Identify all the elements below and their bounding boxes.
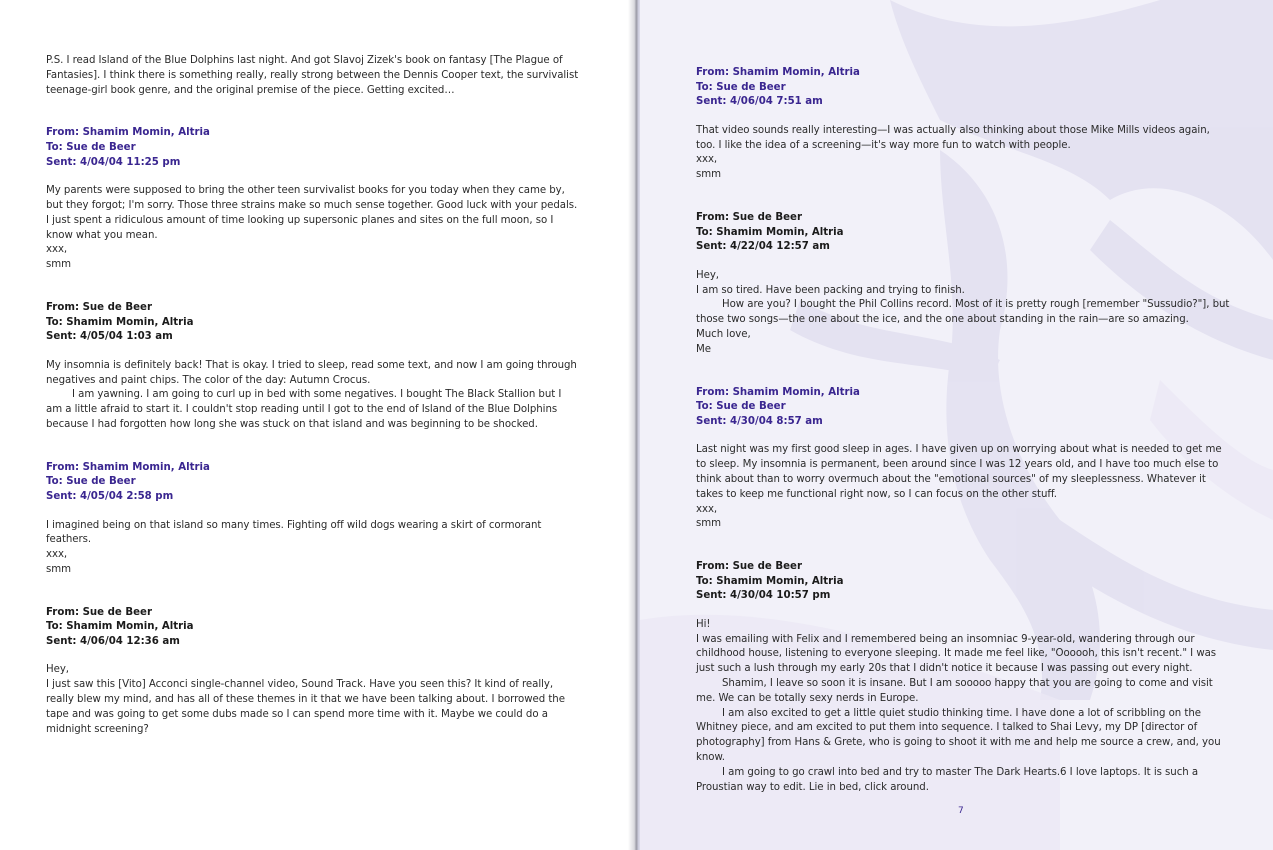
email-to: To: Sue de Beer [696,81,786,93]
email-signature: smm [696,518,722,530]
email-paragraph: I was emailing with Felix and I remembered being an insomniac 9-year-old, wandering through our childhood house, listening to everyone sleeping. It made me feel like, "Oooooh, this isn't recent." I was just such a lush through my early 20s that I didn't notice it because I was passing out every night. [696,633,1217,675]
right-page [640,0,1273,850]
email-8 [696,560,1230,795]
email-signature: smm [46,259,72,271]
email-signoff: xxx, [46,244,68,256]
email-from: From: Shamim Momin, Altria [696,67,860,78]
email-body [46,519,580,578]
email-sent: Sent: 4/05/04 2:58 pm [46,490,174,502]
email-sent: Sent: 4/06/04 12:36 am [46,635,180,647]
email-paragraph: My parents were supposed to bring the other teen survivalist books for you today when they came by, but they forgot; I'm sorry. Those three strains make so much sense together. Good luck with your pedals. I just spent a ridiculous amount of time looking up supersonic planes and sites on the full moon, so I know what you mean. [46,185,578,241]
email-signoff: xxx, [696,154,718,166]
email-sent: Sent: 4/30/04 10:57 pm [696,590,831,602]
email-from: From: Sue de Beer [696,561,802,573]
email-sent: Sent: 4/04/04 11:25 pm [46,156,181,168]
left-page [0,0,632,850]
left-column [46,54,580,737]
email-from: From: Sue de Beer [696,211,802,223]
email-from: From: Shamim Momin, Altria [46,461,210,473]
email-to: To: Shamim Momin, Altria [696,226,844,238]
email-to: To: Shamim Momin, Altria [46,621,194,633]
email-signoff: xxx, [696,503,718,515]
ps-paragraph: P.S. I read Island of the Blue Dolphins last night. And got Slavoj Zizek's book on fantasy [The Plague of Fantasies]. I think there is something really, really strong between the Dennis Cooper text, the survivalist teenage-girl book genre, and the original premise of the piece. Getting excited… [46,55,579,96]
email-from: From: Sue de Beer [46,301,152,313]
email-paragraph: I am yawning. I am going to curl up in bed with some negatives. I bought The Black Stallion but I am a little afraid to start it. I couldn't stop reading until I got to the end of Island of the Blue Dolphins because I had forgotten how long she was stuck on that island and was beginning to be shocked. [46,389,562,430]
email-paragraph: Shamim, I leave so soon it is insane. But I am sooooo happy that you are going to come and visit me. We can be totally sexy nerds in Europe. [696,678,1213,704]
email-body [46,359,580,433]
email-3 [46,461,580,578]
email-signature: Me [696,343,711,355]
email-body [46,184,580,273]
email-paragraph: Last night was my first good sleep in ages. I have given up on worrying about what is needed to get me to sleep. My insomnia is permanent, been around since I was 12 years old, and I have too much else to think about than to worry overmuch about the "emotional sources" of my sleeplessness. Whatever it takes to keep me functional right now, so I can focus on the other stuff. [696,444,1222,500]
email-body [46,663,580,737]
email-to: To: Shamim Momin, Altria [46,316,194,328]
email-4 [46,606,580,738]
email-paragraph: My insomnia is definitely back! That is okay. I tried to sleep, read some text, and now I am going through negatives and paint chips. The color of the day: Autumn Crocus. [46,359,577,386]
email-to: To: Sue de Beer [46,476,136,488]
email-signoff: xxx, [46,549,68,561]
email-2 [46,301,580,433]
email-5 [696,66,1230,183]
email-sent: Sent: 4/06/04 7:51 am [696,96,823,108]
email-greeting: Hey, [46,664,69,676]
email-paragraph: I am also excited to get a little quiet studio thinking time. I have done a lot of scribbling on the Whitney piece, and am excited to put them into sequence. I talked to Shai Levy, my DP [director of photography] from Hans & Grete, who is going to shoot it with me and help me source a crew, and, you know. [696,707,1221,764]
email-from: From: Shamim Momin, Altria [46,127,210,139]
email-signature: smm [46,563,72,575]
email-body [696,124,1230,183]
email-from: From: Sue de Beer [46,606,152,618]
email-from: From: Shamim Momin, Altria [696,386,860,398]
email-paragraph: I am going to go crawl into bed and try to master The Dark Hearts.6 I love laptops. It is such a Proustian way to edit. Lie in bed, click around. [696,766,1199,793]
email-7 [696,386,1230,533]
email-signoff: Much love, [696,328,751,340]
right-column [696,66,1230,795]
email-paragraph: I am so tired. Have been packing and trying to finish. [696,284,965,296]
email-paragraph: That video sounds really interesting—I was actually also thinking about those Mike Mills videos again, too. I like the idea of a screening—it's way more fun to watch with people. [696,124,1210,151]
email-body [696,618,1230,796]
page-number: 7 [958,806,964,816]
email-greeting: Hi! [696,618,711,630]
email-paragraph: I just saw this [Vito] Acconci single-channel video, Sound Track. Have you seen this? It kind of really, really blew my mind, and has all of these themes in it that we have been talking about. I borrowed the tape and was going to get some dubs made so I can spend more time with it. Maybe we could do a midnight screening? [46,679,565,735]
email-1 [46,126,580,273]
email-paragraph: I imagined being on that island so many times. Fighting off wild dogs wearing a skirt of cormorant feathers. [46,519,542,546]
email-body [696,443,1230,532]
email-sent: Sent: 4/05/04 1:03 am [46,331,173,343]
email-body [696,269,1230,358]
email-sent: Sent: 4/30/04 8:57 am [696,415,823,427]
email-greeting: Hey, [696,269,719,281]
email-paragraph: How are you? I bought the Phil Collins record. Most of it is pretty rough [remember "Sussudio?"], but those two songs—the one about the ice, and the one about standing in the rain—are so amazing. [696,299,1230,326]
email-to: To: Sue de Beer [696,401,786,413]
email-to: To: Sue de Beer [46,141,136,153]
email-6 [696,211,1230,358]
email-sent: Sent: 4/22/04 12:57 am [696,241,830,253]
email-signature: smm [696,169,722,181]
email-to: To: Shamim Momin, Altria [696,575,844,587]
